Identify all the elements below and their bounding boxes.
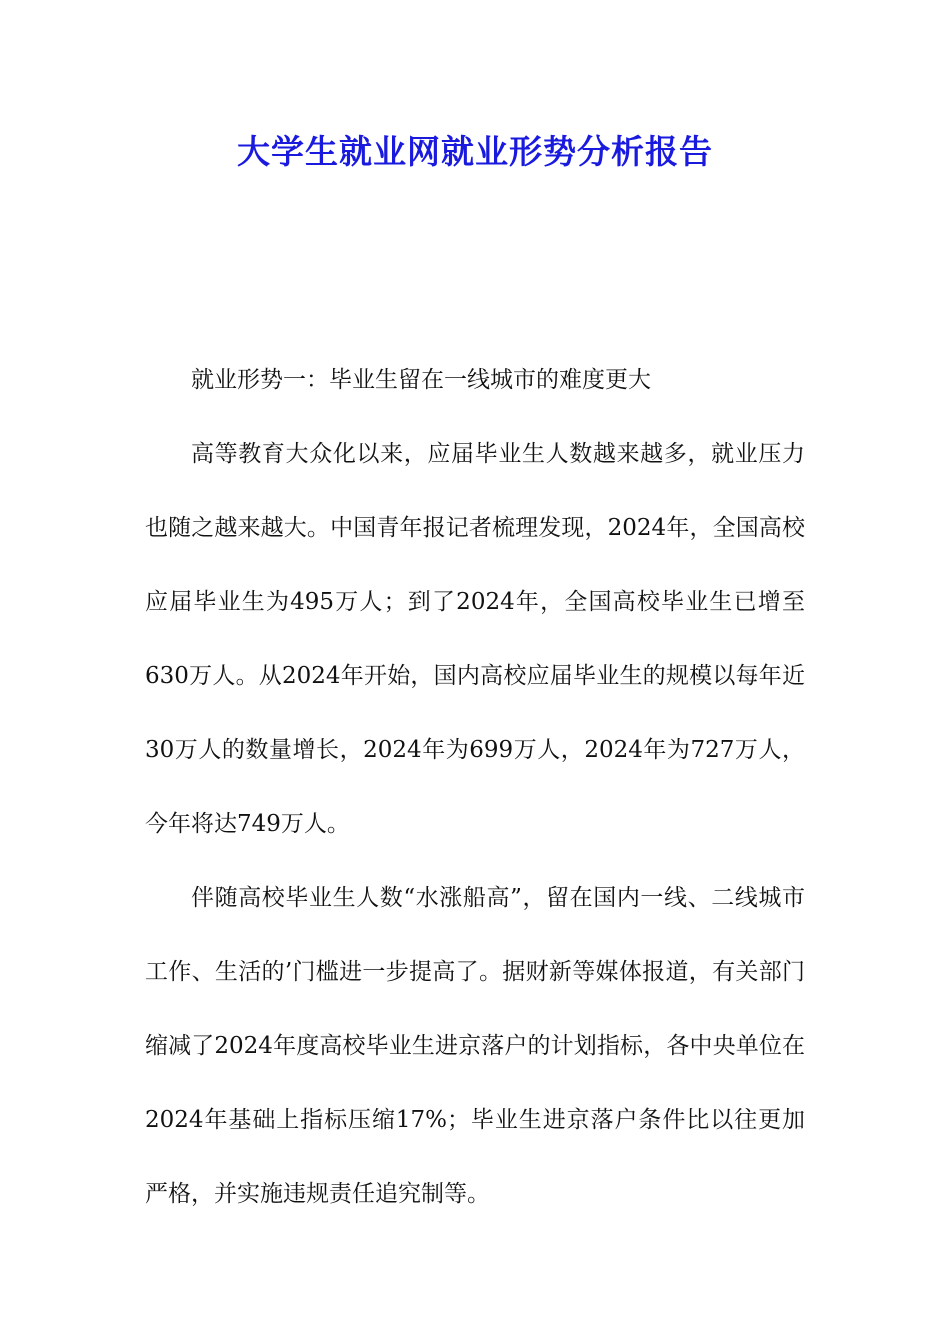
document-body: [145, 343, 805, 1231]
section-heading: 就业形势一：毕业生留在一线城市的难度更大: [191, 367, 651, 393]
body-paragraph-2: 伴随高校毕业生人数“水涨船高”，留在国内一线、二线城市工作、生活的’门槛进一步提高了。据财新等媒体报道，有关部门缩减了2024年度高校毕业生进京落户的计划指标，各中央单位在2024年基础上指标压缩17%；毕业生进京落户条件比以往更加严格，并实施违规责任追究制等。: [145, 885, 805, 1207]
document-title: 大学生就业网就业形势分析报告: [237, 132, 713, 171]
body-paragraph-1: 高等教育大众化以来，应届毕业生人数越来越多，就业压力也随之越来越大。中国青年报记者梳理发现，2024年，全国高校应届毕业生为495万人；到了2024年，全国高校毕业生已增至630万人。从2024年开始，国内高校应届毕业生的规模以每年近30万人的数量增长，2024年为699万人，2024年为727万人，今年将达749万人。: [145, 441, 805, 837]
